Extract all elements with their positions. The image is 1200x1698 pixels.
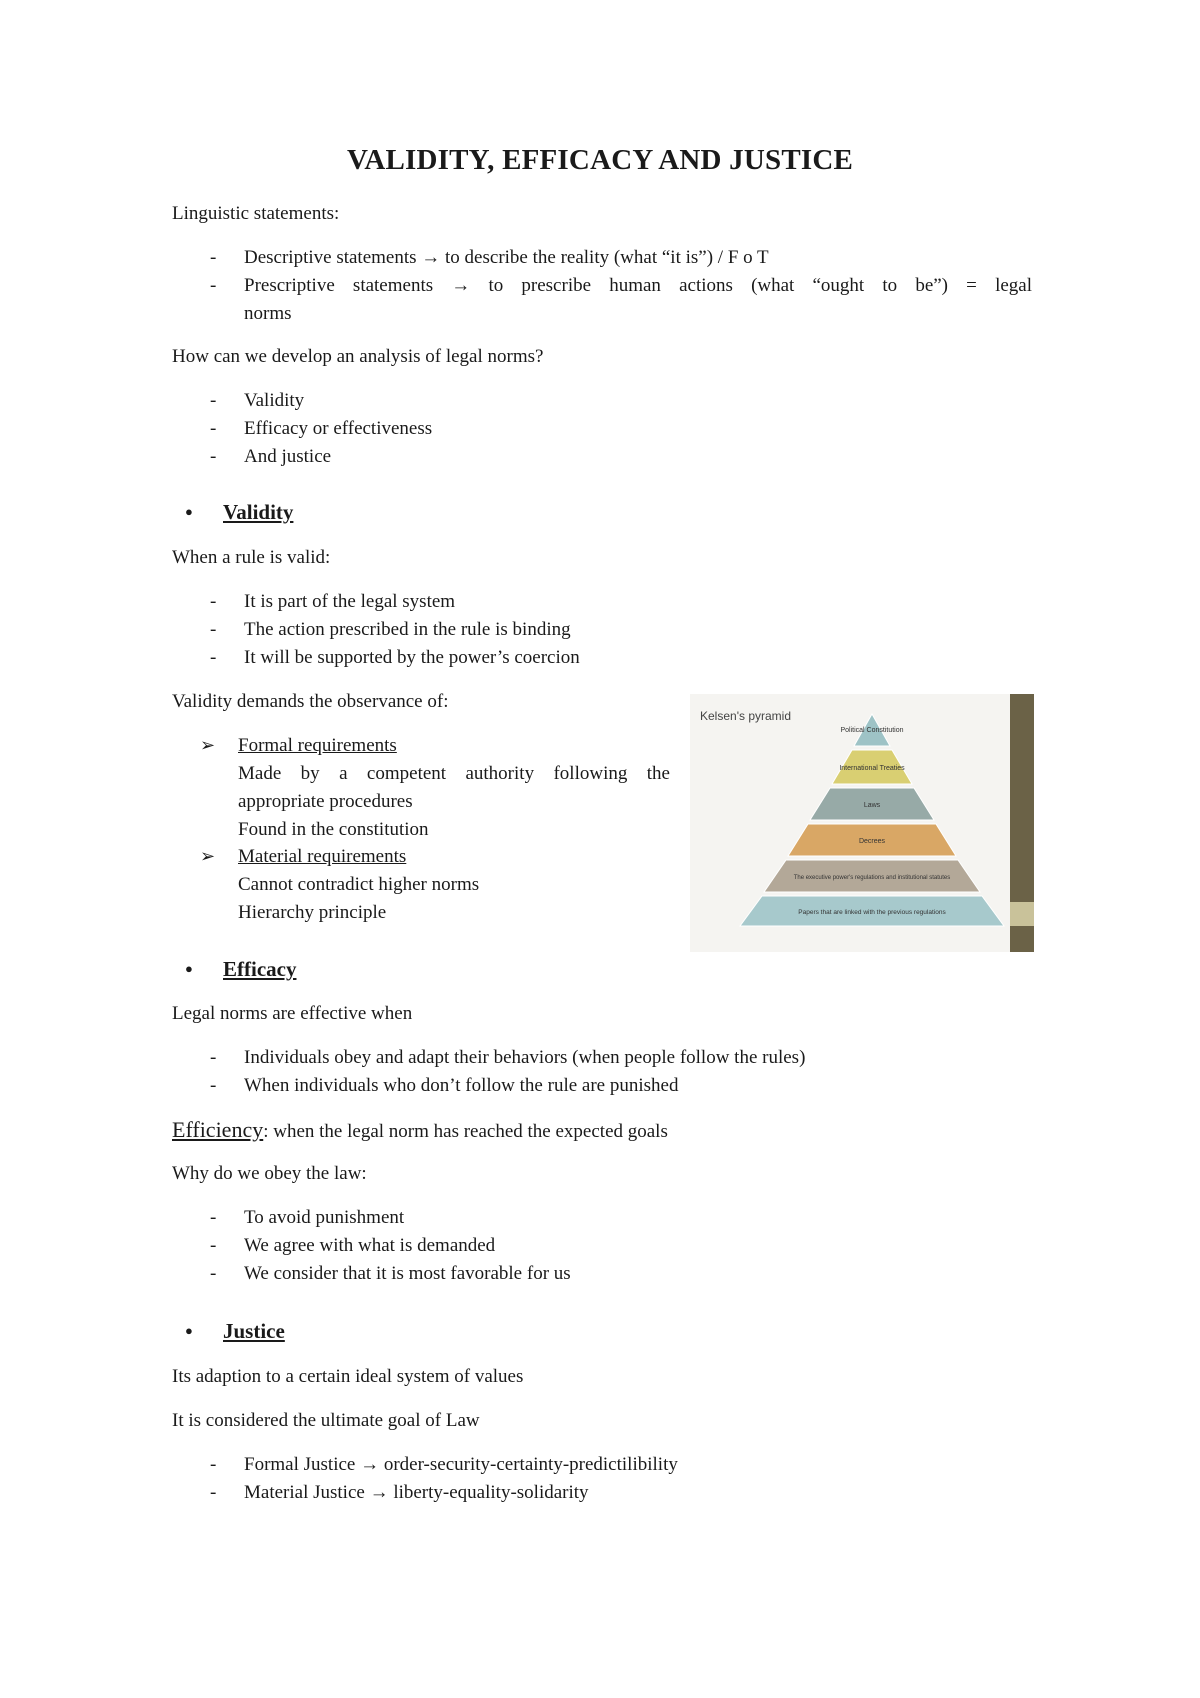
- pyramid-label-constitution: Political Constitution: [840, 727, 904, 734]
- arrow-bullet-icon: ➢: [200, 846, 216, 867]
- dash-marker: -: [210, 418, 217, 439]
- requirement-line: Hierarchy principle: [238, 902, 387, 923]
- dash-marker: -: [210, 1263, 217, 1284]
- list-item-text: We consider that it is most favorable for us: [244, 1263, 571, 1284]
- justice-line: It is considered the ultimate goal of Law: [172, 1410, 480, 1431]
- pyramid-label-decrees: Decrees: [858, 838, 886, 845]
- dash-marker: -: [210, 1235, 217, 1256]
- list-item-text: Validity: [244, 390, 305, 411]
- dash-marker: -: [210, 247, 217, 268]
- obey-question: Why do we obey the law:: [172, 1163, 367, 1184]
- arrow-bullet-icon: ➢: [200, 735, 216, 756]
- figure-sidebar-accent: [1010, 902, 1034, 926]
- bullet-icon: ●: [185, 504, 193, 519]
- list-item-text: When individuals who don’t follow the rule are punished: [244, 1075, 679, 1096]
- figure-title: Kelsen's pyramid: [700, 709, 791, 723]
- pyramid-label-laws: Laws: [863, 802, 881, 809]
- efficiency-term: Efficiency: [172, 1117, 264, 1142]
- pyramid-label-regulations: The executive power's regulations and institutional statutes: [793, 875, 951, 881]
- efficacy-intro: Legal norms are effective when: [172, 1003, 413, 1024]
- list-item-text: It will be supported by the power’s coercion: [244, 647, 580, 668]
- requirement-line: Made by a competent authority following the: [238, 763, 670, 784]
- dash-marker: -: [210, 390, 217, 411]
- list-item-text: Individuals obey and adapt their behaviors (when people follow the rules): [244, 1047, 806, 1068]
- dash-marker: -: [210, 1207, 217, 1228]
- justice-line: Its adaption to a certain ideal system of values: [172, 1366, 524, 1387]
- bullet-icon: ●: [185, 961, 193, 976]
- dash-marker: -: [210, 275, 217, 296]
- list-item-text: Formal Justice → order-security-certainty-predictilibility: [244, 1454, 678, 1475]
- pyramid-diagram: [690, 694, 1034, 952]
- heading-label: Efficacy: [223, 957, 297, 981]
- validity-intro: When a rule is valid:: [172, 547, 331, 568]
- list-item-text: Prescriptive statements → to prescribe human actions (what “ought to be”) = legal: [244, 275, 1032, 296]
- efficiency-definition: [172, 1116, 668, 1146]
- list-item-text: Material Justice → liberty-equality-solidarity: [244, 1482, 589, 1503]
- requirement-label: Material requirements: [238, 846, 407, 867]
- requirement-line: Found in the constitution: [238, 819, 429, 840]
- requirement-line: Cannot contradict higher norms: [238, 874, 480, 895]
- requirement-line: appropriate procedures: [238, 791, 413, 812]
- list-item-text: norms: [244, 303, 292, 324]
- dash-marker: -: [210, 1482, 217, 1503]
- requirement-label: Formal requirements: [238, 735, 397, 756]
- dash-marker: -: [210, 647, 217, 668]
- dash-marker: -: [210, 1075, 217, 1096]
- list-item-text: We agree with what is demanded: [244, 1235, 496, 1256]
- validity-demands: Validity demands the observance of:: [172, 691, 449, 712]
- list-item-text: Descriptive statements → to describe the reality (what “it is”) / F o T: [244, 247, 769, 268]
- heading-label: Validity: [223, 500, 294, 524]
- list-item-text: The action prescribed in the rule is binding: [244, 619, 571, 640]
- dash-marker: -: [210, 591, 217, 612]
- dash-marker: -: [210, 446, 217, 467]
- pyramid-label-treaties: International Treaties: [839, 765, 905, 772]
- document-title: VALIDITY, EFFICACY AND JUSTICE: [346, 144, 854, 176]
- dash-marker: -: [210, 619, 217, 640]
- dash-marker: -: [210, 1454, 217, 1475]
- intro-label: Linguistic statements:: [172, 203, 340, 224]
- heading-label: Justice: [223, 1319, 285, 1343]
- list-item-text: It is part of the legal system: [244, 591, 456, 612]
- pyramid-label-papers: Papers that are linked with the previous regulations: [798, 909, 946, 916]
- list-item-text: To avoid punishment: [244, 1207, 405, 1228]
- list-item-text: And justice: [244, 446, 332, 467]
- efficiency-text: : when the legal norm has reached the expected goals: [263, 1121, 668, 1142]
- list-item-text: Efficacy or effectiveness: [244, 418, 433, 439]
- kelsen-pyramid-figure: [690, 694, 1034, 952]
- analysis-question: How can we develop an analysis of legal norms?: [172, 346, 544, 367]
- dash-marker: -: [210, 1047, 217, 1068]
- bullet-icon: ●: [185, 1323, 193, 1338]
